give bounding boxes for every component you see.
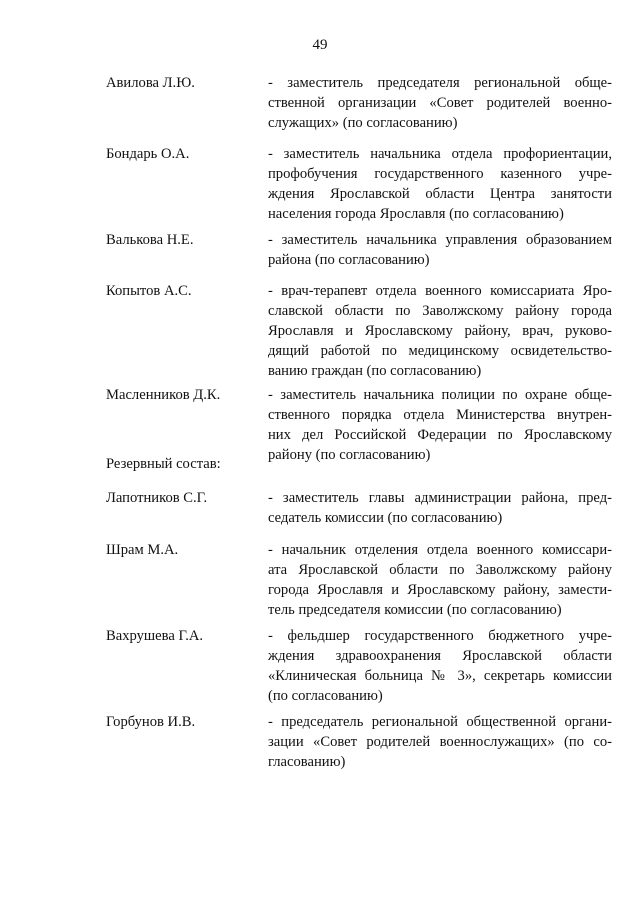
role-line: профобучения государственного казенного учре-	[268, 166, 612, 182]
role-line: (по согласованию)	[268, 688, 383, 704]
role-line: славской области по Заволжскому району города	[268, 303, 612, 319]
role-line: «Клиническая больница № 3», секретарь комиссии	[268, 668, 612, 684]
role-line: них дел Российской Федерации по Ярославскому	[268, 427, 612, 443]
role-line: району (по согласованию)	[268, 447, 431, 463]
role-line: - председатель региональной общественной органи-	[268, 714, 612, 730]
role-line: - врач-терапевт отдела военного комиссариата Яро-	[268, 283, 612, 299]
member-role	[268, 488, 612, 528]
member-name: Бондарь О.А.	[106, 146, 190, 162]
role-line: города Ярославля и Ярославскому району, замести-	[268, 582, 612, 598]
reserve-section-label: Резервный состав:	[106, 456, 221, 472]
role-line: служащих» (по согласованию)	[268, 115, 458, 131]
page-number: 49	[312, 37, 328, 53]
role-line: ждения Ярославской области Центра занятости	[268, 186, 612, 202]
role-line: района (по согласованию)	[268, 252, 430, 268]
role-line: - заместитель главы администрации района, пред-	[268, 490, 612, 506]
role-line: ственной организации «Совет родителей военно-	[268, 95, 612, 111]
member-role	[268, 712, 612, 772]
role-line: - начальник отделения отдела военного комиссари-	[268, 542, 612, 558]
role-line: тель председателя комиссии (по согласованию)	[268, 602, 562, 618]
member-name: Вахрушева Г.А.	[106, 628, 204, 644]
role-line: зации «Совет родителей военнослужащих» (по со-	[268, 734, 612, 750]
member-role	[268, 626, 612, 706]
member-name: Авилова Л.Ю.	[106, 75, 195, 91]
member-role	[268, 385, 612, 465]
role-line: - фельдшер государственного бюджетного учре-	[268, 628, 612, 644]
member-name: Горбунов И.В.	[106, 714, 196, 730]
role-line: - заместитель председателя региональной обще-	[268, 75, 612, 91]
member-role	[268, 230, 612, 270]
member-name: Масленников Д.К.	[106, 387, 221, 403]
role-line: ственного порядка отдела Министерства внутрен-	[268, 407, 612, 423]
role-line: ждения здравоохранения Ярославской области	[268, 648, 612, 664]
role-line: Ярославля и Ярославскому району, врач, руково-	[268, 323, 612, 339]
role-line: - заместитель начальника отдела профориентации,	[268, 146, 612, 162]
role-line: - заместитель начальника полиции по охране обще-	[268, 387, 612, 403]
member-role	[268, 73, 612, 133]
member-name: Лапотников С.Г.	[106, 490, 208, 506]
role-line: ата Ярославской области по Заволжскому району	[268, 562, 612, 578]
member-name: Копытов А.С.	[106, 283, 192, 299]
member-role	[268, 144, 612, 224]
role-line: гласованию)	[268, 754, 346, 770]
member-name: Валькова Н.Е.	[106, 232, 194, 248]
member-role	[268, 540, 612, 620]
member-role	[268, 281, 612, 381]
role-line: седатель комиссии (по согласованию)	[268, 510, 503, 526]
member-name: Шрам М.А.	[106, 542, 179, 558]
role-line: - заместитель начальника управления образованием	[268, 232, 612, 248]
role-line: населения города Ярославля (по согласованию)	[268, 206, 564, 222]
role-line: ванию граждан (по согласованию)	[268, 363, 482, 379]
role-line: дящий работой по медицинскому освидетельство-	[268, 343, 612, 359]
